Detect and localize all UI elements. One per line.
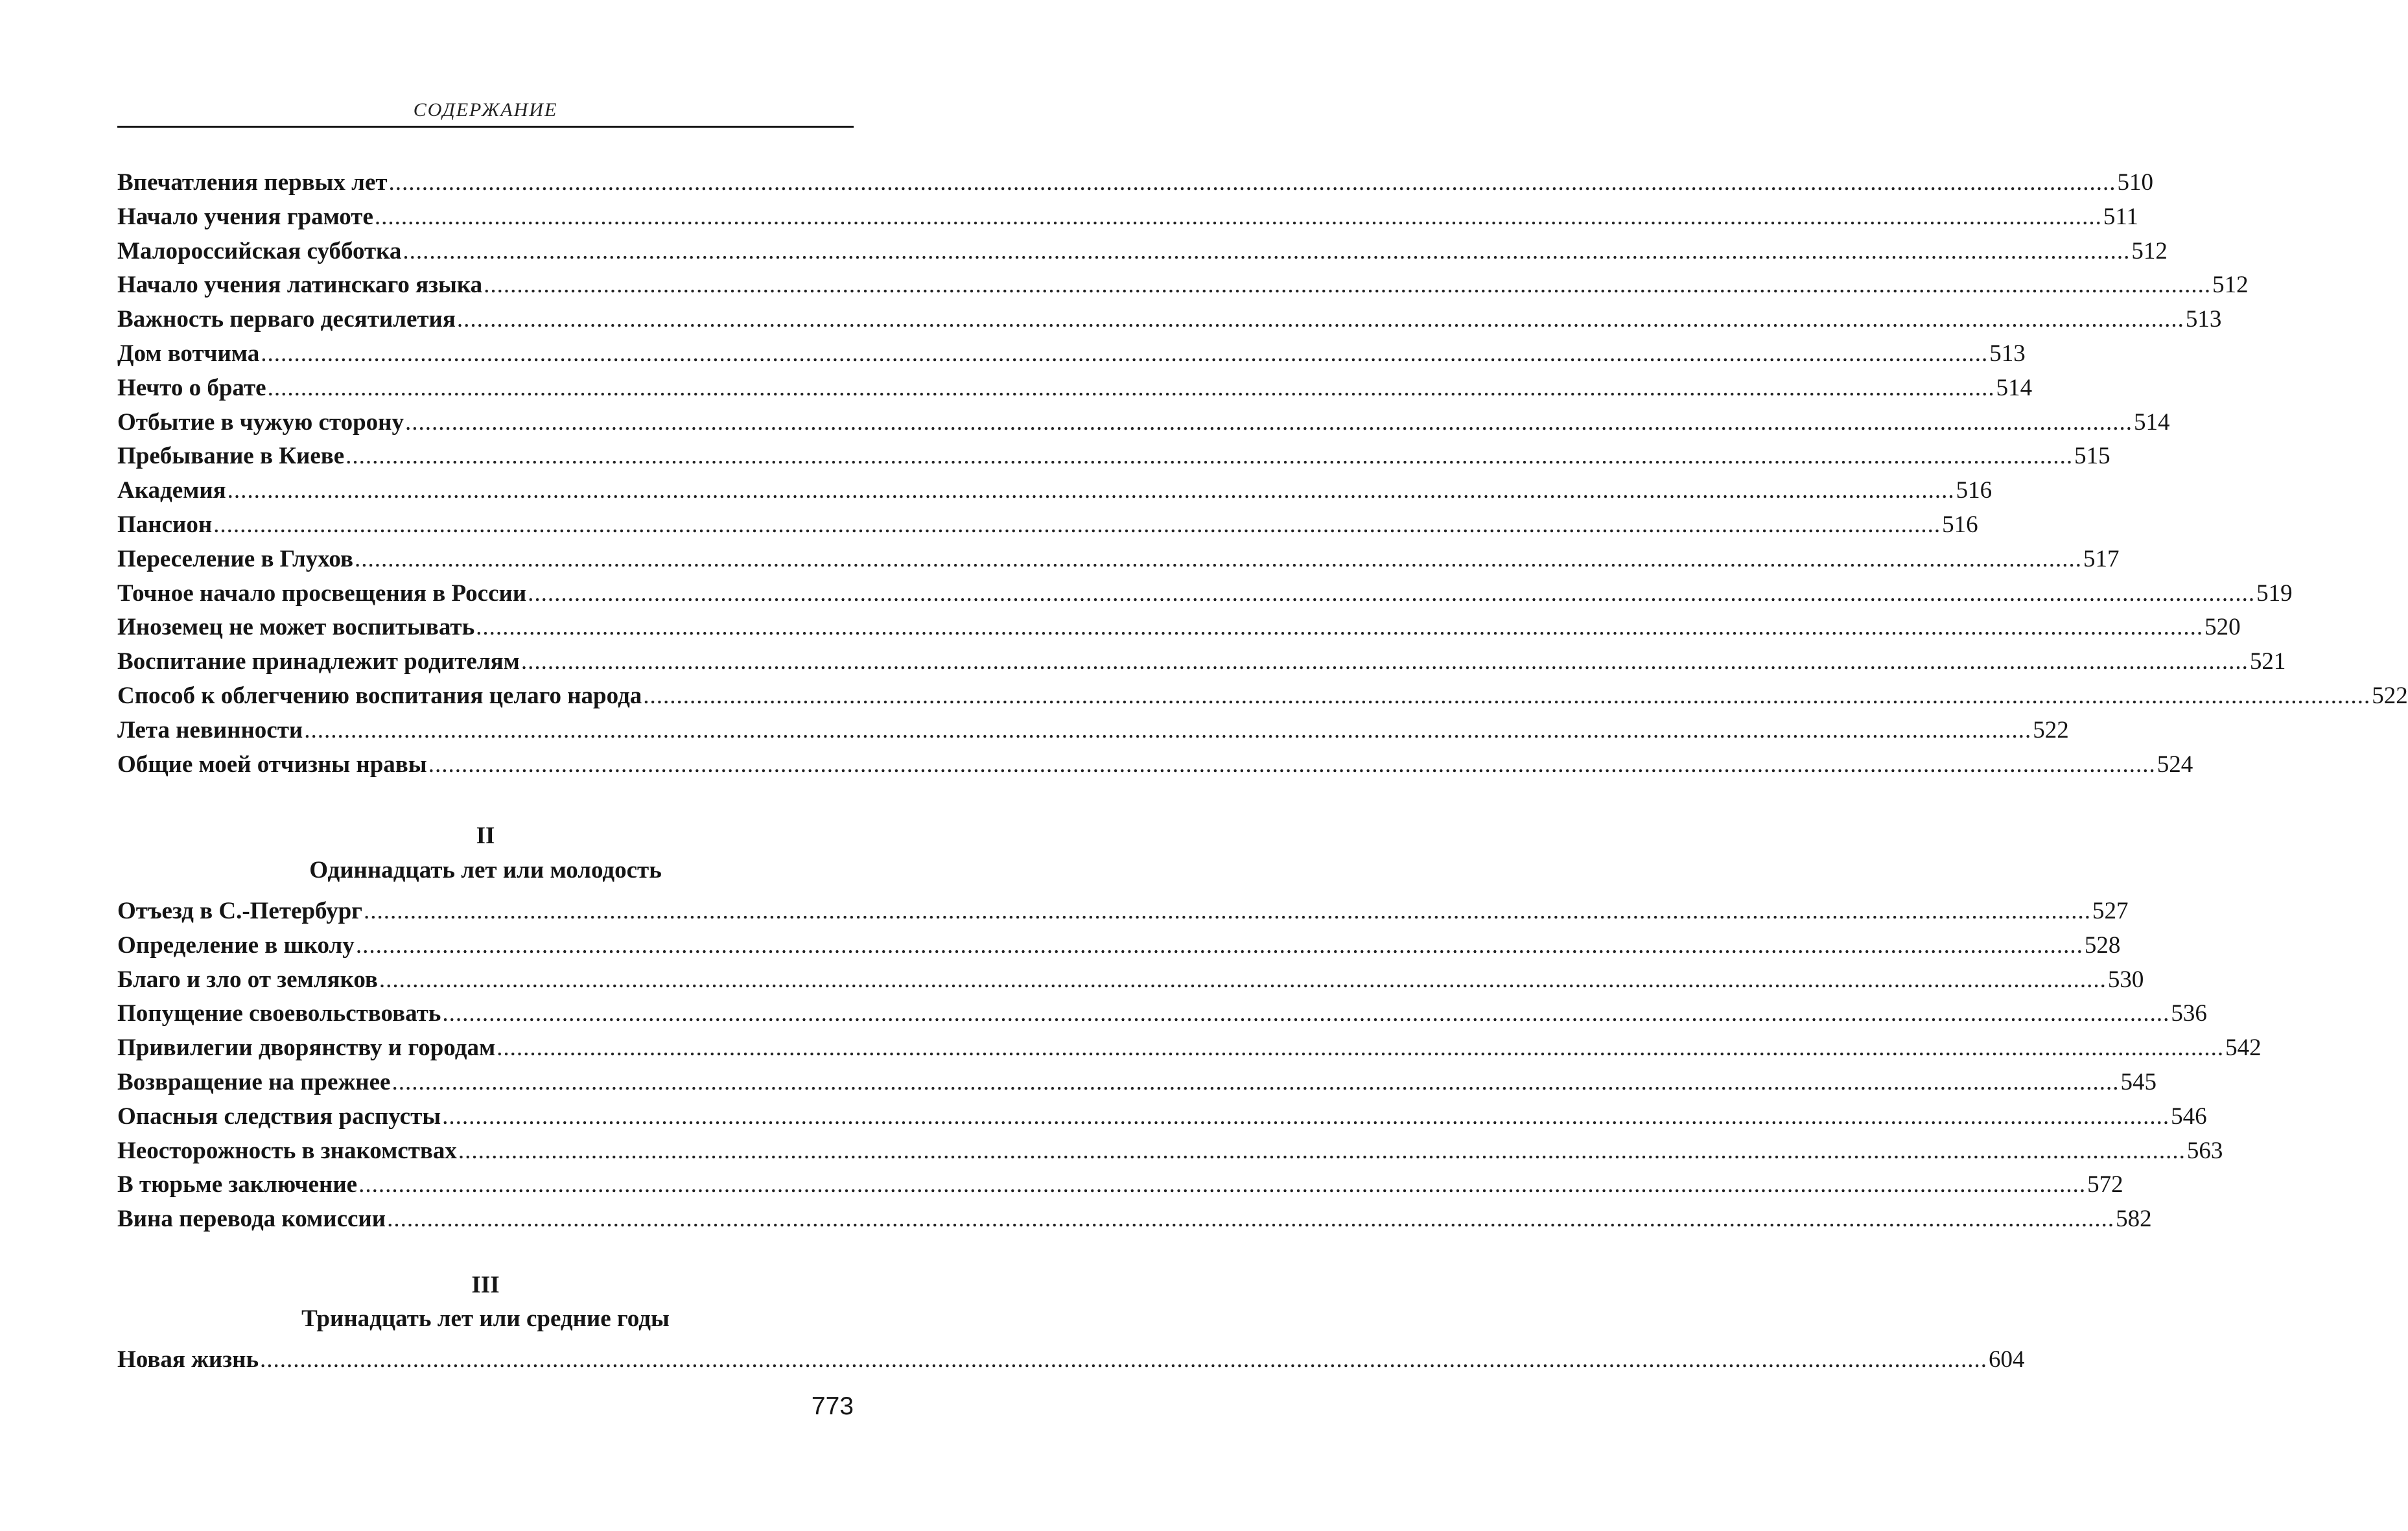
toc-entry[interactable] bbox=[117, 577, 2293, 611]
toc-entry-title: Точное начало просвещения в России bbox=[117, 579, 527, 607]
toc-entry[interactable] bbox=[117, 508, 1978, 543]
toc-entry[interactable] bbox=[117, 1168, 2123, 1202]
toc-entry-page: 512 bbox=[2212, 272, 2249, 299]
toc-entry[interactable] bbox=[117, 337, 2026, 371]
toc-entry-page: 604 bbox=[1989, 1346, 2025, 1373]
toc-entry[interactable] bbox=[117, 1031, 2262, 1066]
dot-leader: .................................................................................................................................................................................................................................................................... bbox=[456, 306, 2184, 333]
toc-entry-title: Возвращение на прежнее bbox=[117, 1068, 391, 1095]
dot-leader: .................................................................................................................................................................................................................................................................... bbox=[484, 272, 2212, 299]
section-title: Одиннадцать лет или молодость bbox=[309, 857, 662, 883]
toc-entry-title: Иноземец не может воспитывать bbox=[117, 614, 475, 641]
dot-leader: .................................................................................................................................................................................................................................................................... bbox=[345, 443, 2074, 470]
toc-entry-title: Отбытие в чужую сторону bbox=[117, 408, 404, 436]
section-numeral: II bbox=[476, 823, 495, 849]
dot-leader: .................................................................................................................................................................................................................................................................... bbox=[476, 614, 2204, 641]
dot-leader: .................................................................................................................................................................................................................................................................... bbox=[442, 1000, 2170, 1027]
toc-entry-title: Впечатления первых лет bbox=[117, 169, 388, 196]
toc-entry-title: Нечто о брате bbox=[117, 374, 266, 401]
toc-entry[interactable] bbox=[117, 894, 2129, 929]
toc-entry-page: 582 bbox=[2116, 1206, 2152, 1233]
toc-entry[interactable] bbox=[117, 406, 2170, 440]
running-head: СОДЕРЖАНИЕ bbox=[413, 99, 558, 121]
dot-leader: .................................................................................................................................................................................................................................................................... bbox=[392, 1068, 2120, 1095]
toc-entry-page: 563 bbox=[2186, 1137, 2223, 1164]
toc-entry[interactable] bbox=[117, 679, 2408, 714]
dot-leader: .................................................................................................................................................................................................................................................................... bbox=[379, 966, 2107, 993]
toc-entry-title: Пансион bbox=[117, 511, 213, 538]
toc-entry[interactable] bbox=[117, 439, 2110, 474]
toc-entry-page: 521 bbox=[2249, 648, 2286, 675]
toc-entry-page: 517 bbox=[2083, 545, 2120, 572]
toc-entry-page: 516 bbox=[1942, 511, 1978, 538]
toc-entry[interactable] bbox=[117, 1066, 2157, 1100]
toc-entry-page: 546 bbox=[2171, 1103, 2207, 1130]
toc-entry-title: Начало учения латинскаго языка bbox=[117, 272, 483, 299]
toc-entry-title: Опасныя следствия распусты bbox=[117, 1103, 441, 1130]
toc-entry[interactable] bbox=[117, 611, 2241, 645]
toc-entry-title: Академия bbox=[117, 477, 226, 504]
dot-leader: .................................................................................................................................................................................................................................................................... bbox=[458, 1137, 2186, 1164]
dot-leader: .................................................................................................................................................................................................................................................................... bbox=[643, 682, 2371, 709]
toc-entry-title: Пребывание в Киеве bbox=[117, 443, 345, 470]
toc-entry-page: 510 bbox=[2117, 169, 2154, 196]
dot-leader: .................................................................................................................................................................................................................................................................... bbox=[354, 545, 2082, 572]
toc-entry-page: 522 bbox=[2372, 682, 2408, 709]
toc-entry-title: Лета невинности bbox=[117, 716, 303, 743]
dot-leader: .................................................................................................................................................................................................................................................................... bbox=[403, 237, 2131, 264]
dot-leader: .................................................................................................................................................................................................................................................................... bbox=[355, 931, 2083, 959]
toc-entry-page: 514 bbox=[2133, 408, 2170, 436]
toc-entry[interactable] bbox=[117, 166, 2154, 200]
toc-entry-title: Попущение своевольствовать bbox=[117, 1000, 441, 1027]
toc-entry[interactable] bbox=[117, 474, 1993, 508]
toc-entry-page: 536 bbox=[2171, 1000, 2207, 1027]
toc-entry[interactable] bbox=[117, 929, 2121, 963]
page-number: 773 bbox=[811, 1392, 854, 1420]
section-numeral: III bbox=[471, 1272, 500, 1298]
toc-entry-page: 515 bbox=[2074, 443, 2110, 470]
toc-entry-page: 542 bbox=[2225, 1034, 2262, 1062]
dot-leader: .................................................................................................................................................................................................................................................................... bbox=[497, 1034, 2225, 1062]
section-title: Тринадцать лет или средние годы bbox=[301, 1305, 670, 1332]
toc-entry[interactable] bbox=[117, 645, 2286, 679]
toc-entry[interactable] bbox=[117, 235, 2168, 269]
toc-entry-page: 545 bbox=[2120, 1068, 2157, 1095]
dot-leader: .................................................................................................................................................................................................................................................................... bbox=[442, 1103, 2170, 1130]
toc-section-1 bbox=[117, 166, 2408, 782]
dot-leader: .................................................................................................................................................................................................................................................................... bbox=[304, 716, 2032, 743]
toc-entry-page: 511 bbox=[2103, 203, 2139, 230]
dot-leader: .................................................................................................................................................................................................................................................................... bbox=[388, 169, 2116, 196]
toc-entry[interactable] bbox=[117, 748, 2193, 782]
dot-leader: .................................................................................................................................................................................................................................................................... bbox=[528, 579, 2256, 607]
toc-entry[interactable] bbox=[117, 997, 2207, 1031]
toc-entry-page: 516 bbox=[1956, 477, 1993, 504]
toc-entry-title: Малороссийская субботка bbox=[117, 237, 402, 264]
toc-entry-title: Начало учения грамоте bbox=[117, 203, 373, 230]
toc-entry-page: 520 bbox=[2204, 614, 2241, 641]
toc-entry-title: Определение в школу bbox=[117, 931, 355, 959]
toc-entry-title: Воспитание принадлежит родителям bbox=[117, 648, 520, 675]
toc-entry[interactable] bbox=[117, 1343, 2025, 1377]
dot-leader: .................................................................................................................................................................................................................................................................... bbox=[404, 408, 2133, 436]
toc-entry[interactable] bbox=[117, 963, 2144, 998]
toc-entry-title: Общие моей отчизны нравы bbox=[117, 751, 427, 778]
toc-entry-title: Неосторожность в знакомствах bbox=[117, 1137, 457, 1164]
toc-entry[interactable] bbox=[117, 543, 2120, 577]
toc-entry-title: Вина перевода комиссии bbox=[117, 1206, 386, 1233]
toc-entry[interactable] bbox=[117, 200, 2139, 235]
toc-entry[interactable] bbox=[117, 1134, 2223, 1169]
dot-leader: .................................................................................................................................................................................................................................................................... bbox=[260, 1346, 1988, 1373]
toc-entry-page: 519 bbox=[2256, 579, 2293, 607]
toc-entry-page: 513 bbox=[1989, 340, 2026, 367]
dot-leader: .................................................................................................................................................................................................................................................................... bbox=[387, 1206, 2115, 1233]
dot-leader: .................................................................................................................................................................................................................................................................... bbox=[227, 477, 1955, 504]
toc-section-3 bbox=[117, 1343, 2025, 1377]
dot-leader: .................................................................................................................................................................................................................................................................... bbox=[261, 340, 1989, 367]
dot-leader: .................................................................................................................................................................................................................................................................... bbox=[213, 511, 1941, 538]
toc-entry[interactable] bbox=[117, 303, 2222, 337]
toc-entry[interactable] bbox=[117, 1100, 2207, 1134]
toc-section-2 bbox=[117, 894, 2262, 1237]
toc-entry[interactable] bbox=[117, 371, 2033, 406]
dot-leader: .................................................................................................................................................................................................................................................................... bbox=[364, 898, 2091, 924]
toc-entry-title: Переселение в Глухов bbox=[117, 545, 353, 572]
dot-leader: .................................................................................................................................................................................................................................................................... bbox=[358, 1171, 2087, 1198]
toc-entry[interactable] bbox=[117, 1202, 2152, 1237]
dot-leader: .................................................................................................................................................................................................................................................................... bbox=[520, 648, 2249, 675]
toc-entry-title: В тюрьме заключение bbox=[117, 1171, 358, 1198]
toc-entry-title: Важность перваго десятилетия bbox=[117, 306, 456, 333]
toc-entry-title: Привилегии дворянству и городам bbox=[117, 1034, 496, 1062]
toc-entry[interactable] bbox=[117, 268, 2249, 303]
toc-entry-page: 530 bbox=[2107, 966, 2144, 993]
toc-entry-title: Дом вотчима bbox=[117, 340, 260, 367]
toc-entry-page: 527 bbox=[2092, 898, 2129, 924]
dot-leader: .................................................................................................................................................................................................................................................................... bbox=[267, 374, 1995, 401]
dot-leader: .................................................................................................................................................................................................................................................................... bbox=[428, 751, 2156, 778]
toc-entry-page: 512 bbox=[2131, 237, 2168, 264]
dot-leader: .................................................................................................................................................................................................................................................................... bbox=[374, 203, 2102, 230]
toc-entry-page: 528 bbox=[2084, 931, 2121, 959]
toc-entry-page: 524 bbox=[2157, 751, 2193, 778]
toc-entry-page: 514 bbox=[1996, 374, 2033, 401]
toc-entry-title: Новая жизнь bbox=[117, 1346, 259, 1373]
header-rule bbox=[117, 126, 854, 128]
toc-entry-title: Отъезд в С.-Петербург bbox=[117, 898, 362, 924]
toc-entry-title: Благо и зло от земляков bbox=[117, 966, 378, 993]
toc-entry-page: 513 bbox=[2185, 306, 2222, 333]
toc-entry-title: Способ к облегчению воспитания целаго народа bbox=[117, 682, 642, 709]
toc-entry[interactable] bbox=[117, 714, 2069, 748]
toc-entry-page: 522 bbox=[2033, 716, 2069, 743]
toc-entry-page: 572 bbox=[2087, 1171, 2123, 1198]
